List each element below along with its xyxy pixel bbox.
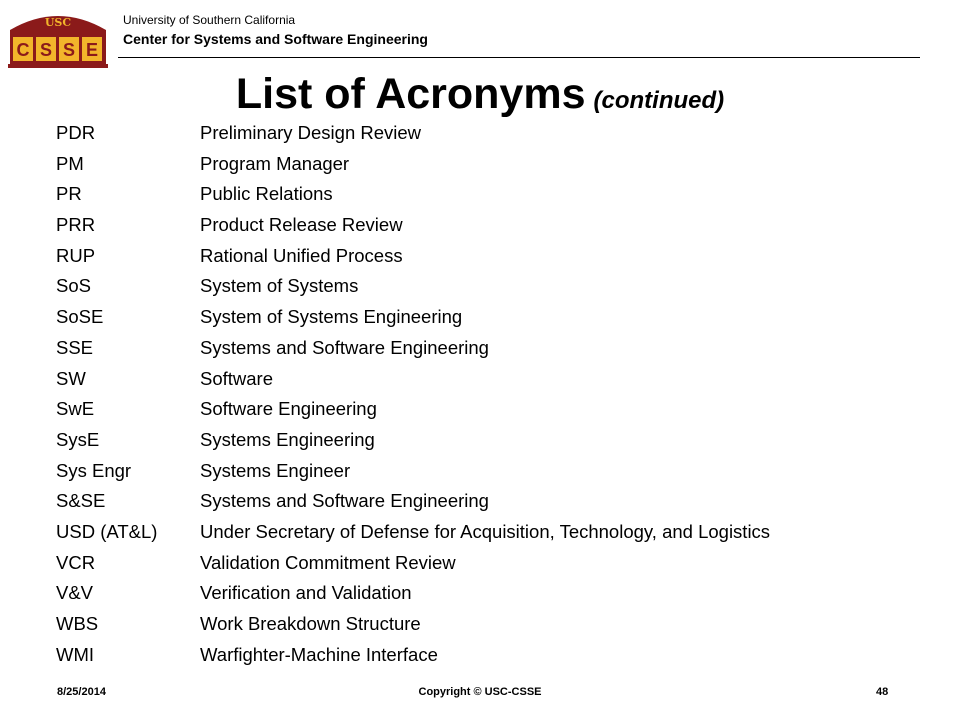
acronym-abbreviation: VCR [56, 551, 96, 573]
slide-title-subtitle: (continued) [593, 87, 725, 114]
acronym-abbreviation: USD (AT&L) [56, 520, 158, 542]
acronym-expansion: Preliminary Design Review [200, 122, 422, 143]
acronym-expansion: Warfighter-Machine Interface [200, 643, 438, 665]
logo-letter: C [16, 40, 30, 60]
acronym-abbreviation: RUP [56, 244, 96, 266]
acronym-abbreviation: SwE [56, 398, 95, 420]
acronym-abbreviation: Sys Engr [56, 459, 132, 481]
acronym-row [56, 241, 936, 272]
acronym-expansion: Work Breakdown Structure [200, 613, 421, 634]
acronym-abbreviation: WMI [56, 643, 95, 665]
acronym-abbreviation: PM [56, 152, 84, 174]
acronym-abbreviation: SoSE [56, 306, 104, 328]
slide-number: 48 [876, 686, 889, 698]
footer-date: 8/25/2014 [57, 686, 106, 698]
acronym-row [56, 271, 936, 302]
acronym-abbreviation: S&SE [56, 490, 106, 512]
acronym-expansion: Public Relations [200, 183, 333, 205]
usc-csse-logo [6, 6, 110, 70]
header-divider [118, 57, 920, 58]
acronym-row [56, 118, 936, 149]
acronym-row [56, 517, 936, 548]
acronym-expansion: Product Release Review [200, 214, 403, 236]
acronym-expansion: Program Manager [200, 152, 350, 174]
acronym-expansion: Verification and Validation [200, 582, 412, 604]
logo-arc-text: USC [44, 16, 72, 29]
acronym-expansion: Software Engineering [200, 398, 377, 420]
acronym-expansion: Systems Engineering [200, 428, 375, 450]
acronym-row [56, 609, 936, 640]
acronym-abbreviation: WBS [56, 613, 99, 634]
acronym-expansion: Systems Engineer [200, 459, 351, 481]
acronym-abbreviation: PDR [56, 122, 96, 143]
acronym-row [56, 149, 936, 180]
logo-letter: E [85, 40, 99, 60]
acronym-expansion: Validation Commitment Review [200, 551, 456, 573]
acronym-row [56, 425, 936, 456]
acronym-row [56, 548, 936, 579]
acronym-abbreviation: PRR [56, 214, 96, 236]
university-name: University of Southern California [123, 13, 296, 27]
acronym-expansion: Systems and Software Engineering [200, 490, 489, 512]
acronym-abbreviation: SW [56, 367, 86, 389]
center-name: Center for Systems and Software Engineering [123, 31, 428, 47]
logo-letter: S [39, 40, 53, 60]
acronym-abbreviation: PR [56, 183, 82, 205]
acronym-row [56, 333, 936, 364]
acronym-expansion: System of Systems [200, 275, 359, 297]
acronym-row [56, 640, 936, 671]
acronym-abbreviation: SoS [56, 275, 91, 297]
acronym-row [56, 486, 936, 517]
acronym-expansion: Software [200, 367, 274, 389]
acronym-row [56, 456, 936, 487]
slide-title-main: List of Acronyms [235, 70, 586, 118]
acronym-row [56, 394, 936, 425]
acronym-row [56, 179, 936, 210]
acronym-abbreviation: SysE [56, 428, 100, 450]
logo-letter: S [62, 40, 76, 60]
acronym-list [56, 118, 936, 670]
acronym-expansion: System of Systems Engineering [200, 306, 463, 328]
acronym-expansion: Rational Unified Process [200, 244, 403, 266]
acronym-abbreviation: V&V [56, 582, 94, 604]
footer-copyright: Copyright © USC-CSSE [418, 686, 542, 698]
acronym-expansion: Systems and Software Engineering [200, 336, 489, 358]
acronym-row [56, 578, 936, 609]
acronym-row [56, 210, 936, 241]
acronym-row [56, 364, 936, 395]
acronym-expansion: Under Secretary of Defense for Acquisition, Technology, and Logistics [200, 520, 771, 542]
acronym-row [56, 302, 936, 333]
acronym-abbreviation: SSE [56, 336, 94, 358]
